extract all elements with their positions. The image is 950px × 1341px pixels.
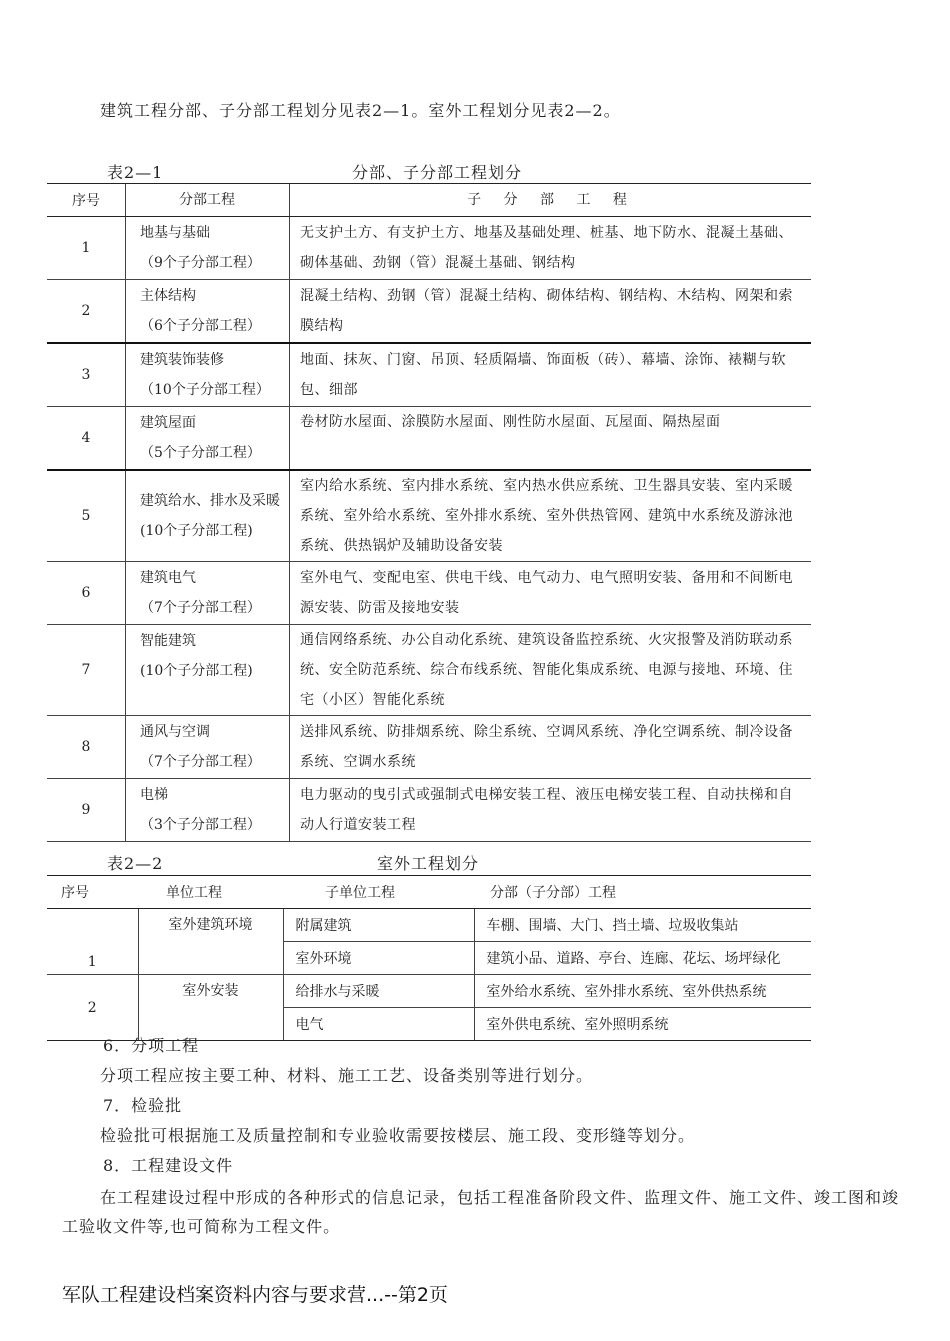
row-subdivisions: 电力驱动的曳引式或强制式电梯安装工程、液压电梯安装工程、自动扶梯和自动人行道安装工程 [290, 779, 812, 842]
sub-unit: 给排水与采暖 [283, 975, 474, 1008]
group-unit: 室外安装 [138, 975, 283, 1041]
group-index: 1 [47, 909, 138, 975]
division-count: (10个子分部工程) [140, 523, 253, 539]
row-subdivisions: 卷材防水屋面、涂膜防水屋面、刚性防水屋面、瓦屋面、隔热屋面 [290, 407, 812, 471]
division-count: (10个子分部工程) [140, 663, 253, 679]
table-row [47, 470, 811, 562]
row-division [126, 779, 290, 842]
row-subdivisions: 送排风系统、防排烟系统、除尘系统、空调风系统、净化空调系统、制冷设备系统、空调水系统 [290, 716, 812, 779]
row-division [126, 407, 290, 471]
header-index: 序号 [47, 184, 126, 217]
row-subdivisions: 通信网络系统、办公自动化系统、建筑设备监控系统、火灾报警及消防联动系统、安全防范系统、综合布线系统、智能化集成系统、电源与接地、环境、住宅（小区）智能化系统 [290, 625, 812, 716]
division-count: （10个子分部工程） [140, 382, 270, 398]
header-subdivision: 子 分 部 工 程 [290, 184, 812, 217]
division-name: 建筑装饰装修 [140, 352, 224, 368]
row-subdivisions: 地面、抹灰、门窗、吊顶、轻质隔墙、饰面板（砖）、幕墙、涂饰、裱糊与软包、细部 [290, 343, 812, 407]
division-name: 建筑屋面 [140, 415, 196, 431]
division-name: 地基与基础 [140, 225, 210, 241]
table-row [47, 779, 811, 842]
row-index: 8 [47, 716, 126, 779]
row-index: 7 [47, 625, 126, 716]
row-division [126, 470, 290, 562]
row-subdivisions: 无支护土方、有支护土方、地基及基础处理、桩基、地下防水、混凝土基础、砌体基础、劲钢（管）混凝土基础、钢结构 [290, 217, 812, 280]
row-index: 2 [47, 280, 126, 344]
row-index: 9 [47, 779, 126, 842]
header-sub-unit: 子单位工程 [283, 876, 474, 909]
table-row [47, 280, 811, 344]
section-6-heading: 6．分项工程 [103, 1036, 200, 1055]
table2-title: 室外工程划分 [377, 854, 480, 873]
sub-unit: 室外环境 [283, 942, 474, 975]
row-index: 6 [47, 562, 126, 625]
row-division [126, 716, 290, 779]
sub-unit: 电气 [283, 1008, 474, 1041]
row-division [126, 343, 290, 407]
table1-header-row [47, 184, 811, 217]
parts: 车棚、围墙、大门、挡土墙、垃圾收集站 [474, 909, 811, 942]
division-count: （5个子分部工程） [140, 445, 261, 461]
section-8-body: 在工程建设过程中形成的各种形式的信息记录，包括工程准备阶段文件、监理文件、施工文件、竣工图和竣工验收文件等,也可简称为工程文件。 [62, 1188, 900, 1236]
table2-label: 表2—2 [107, 854, 164, 873]
section-8-heading: 8．工程建设文件 [103, 1156, 234, 1175]
division-count: （7个子分部工程） [140, 600, 261, 616]
parts: 建筑小品、道路、亭台、连廊、花坛、场坪绿化 [474, 942, 811, 975]
parts: 室外给水系统、室外排水系统、室外供热系统 [474, 975, 811, 1008]
table-row [47, 562, 811, 625]
row-division [126, 280, 290, 344]
row-subdivisions: 室内给水系统、室内排水系统、室内热水供应系统、卫生器具安装、室内采暖系统、室外给水系统、室外排水系统、室外供热管网、建筑中水系统及游泳池系统、供热锅炉及辅助设备安装 [290, 470, 812, 562]
table-row [47, 217, 811, 280]
row-division [126, 562, 290, 625]
table2-header-row [47, 876, 811, 909]
group-index: 2 [47, 975, 138, 1041]
table-row [47, 407, 811, 471]
header-index: 序号 [47, 876, 138, 909]
row-index: 5 [47, 470, 126, 562]
division-name: 电梯 [140, 787, 168, 803]
intro-paragraph: 建筑工程分部、子分部工程划分见表2—1。室外工程划分见表2—2。 [100, 101, 621, 120]
table1 [47, 183, 811, 842]
division-count: （3个子分部工程） [140, 817, 261, 833]
division-name: 智能建筑 [140, 633, 196, 649]
table-row [47, 716, 811, 779]
division-name: 建筑给水、排水及采暖 [140, 493, 280, 509]
row-index: 4 [47, 407, 126, 471]
row-subdivisions: 混凝土结构、劲钢（管）混凝土结构、砌体结构、钢结构、木结构、网架和索膜结构 [290, 280, 812, 344]
table-row [47, 343, 811, 407]
header-unit: 单位工程 [138, 876, 283, 909]
division-count: （7个子分部工程） [140, 754, 261, 770]
section-6-body: 分项工程应按主要工种、材料、施工工艺、设备类别等进行划分。 [100, 1066, 594, 1085]
division-name: 通风与空调 [140, 724, 210, 740]
group-unit: 室外建筑环境 [138, 909, 283, 975]
row-division [126, 625, 290, 716]
row-index: 3 [47, 343, 126, 407]
table-row [47, 625, 811, 716]
division-name: 主体结构 [140, 288, 196, 304]
header-parts: 分部（子分部）工程 [474, 876, 811, 909]
row-division [126, 217, 290, 280]
row-subdivisions: 室外电气、变配电室、供电干线、电气动力、电气照明安装、备用和不间断电源安装、防雷及接地安装 [290, 562, 812, 625]
division-name: 建筑电气 [140, 570, 196, 586]
table-row [47, 909, 811, 942]
division-count: （9个子分部工程） [140, 255, 261, 271]
parts: 室外供电系统、室外照明系统 [474, 1008, 811, 1041]
sub-unit: 附属建筑 [283, 909, 474, 942]
table2 [47, 875, 811, 1041]
table-row [47, 975, 811, 1008]
row-index: 1 [47, 217, 126, 280]
division-count: （6个子分部工程） [140, 318, 261, 334]
table1-label: 表2—1 [107, 163, 164, 182]
section-7-heading: 7．检验批 [103, 1096, 183, 1115]
section-7-body: 检验批可根据施工及质量控制和专业验收需要按楼层、施工段、变形缝等划分。 [100, 1126, 696, 1145]
header-division: 分部工程 [126, 184, 290, 217]
page-footer: 军队工程建设档案资料内容与要求营...--第2页 [62, 1284, 448, 1306]
table1-title: 分部、子分部工程划分 [352, 163, 523, 182]
